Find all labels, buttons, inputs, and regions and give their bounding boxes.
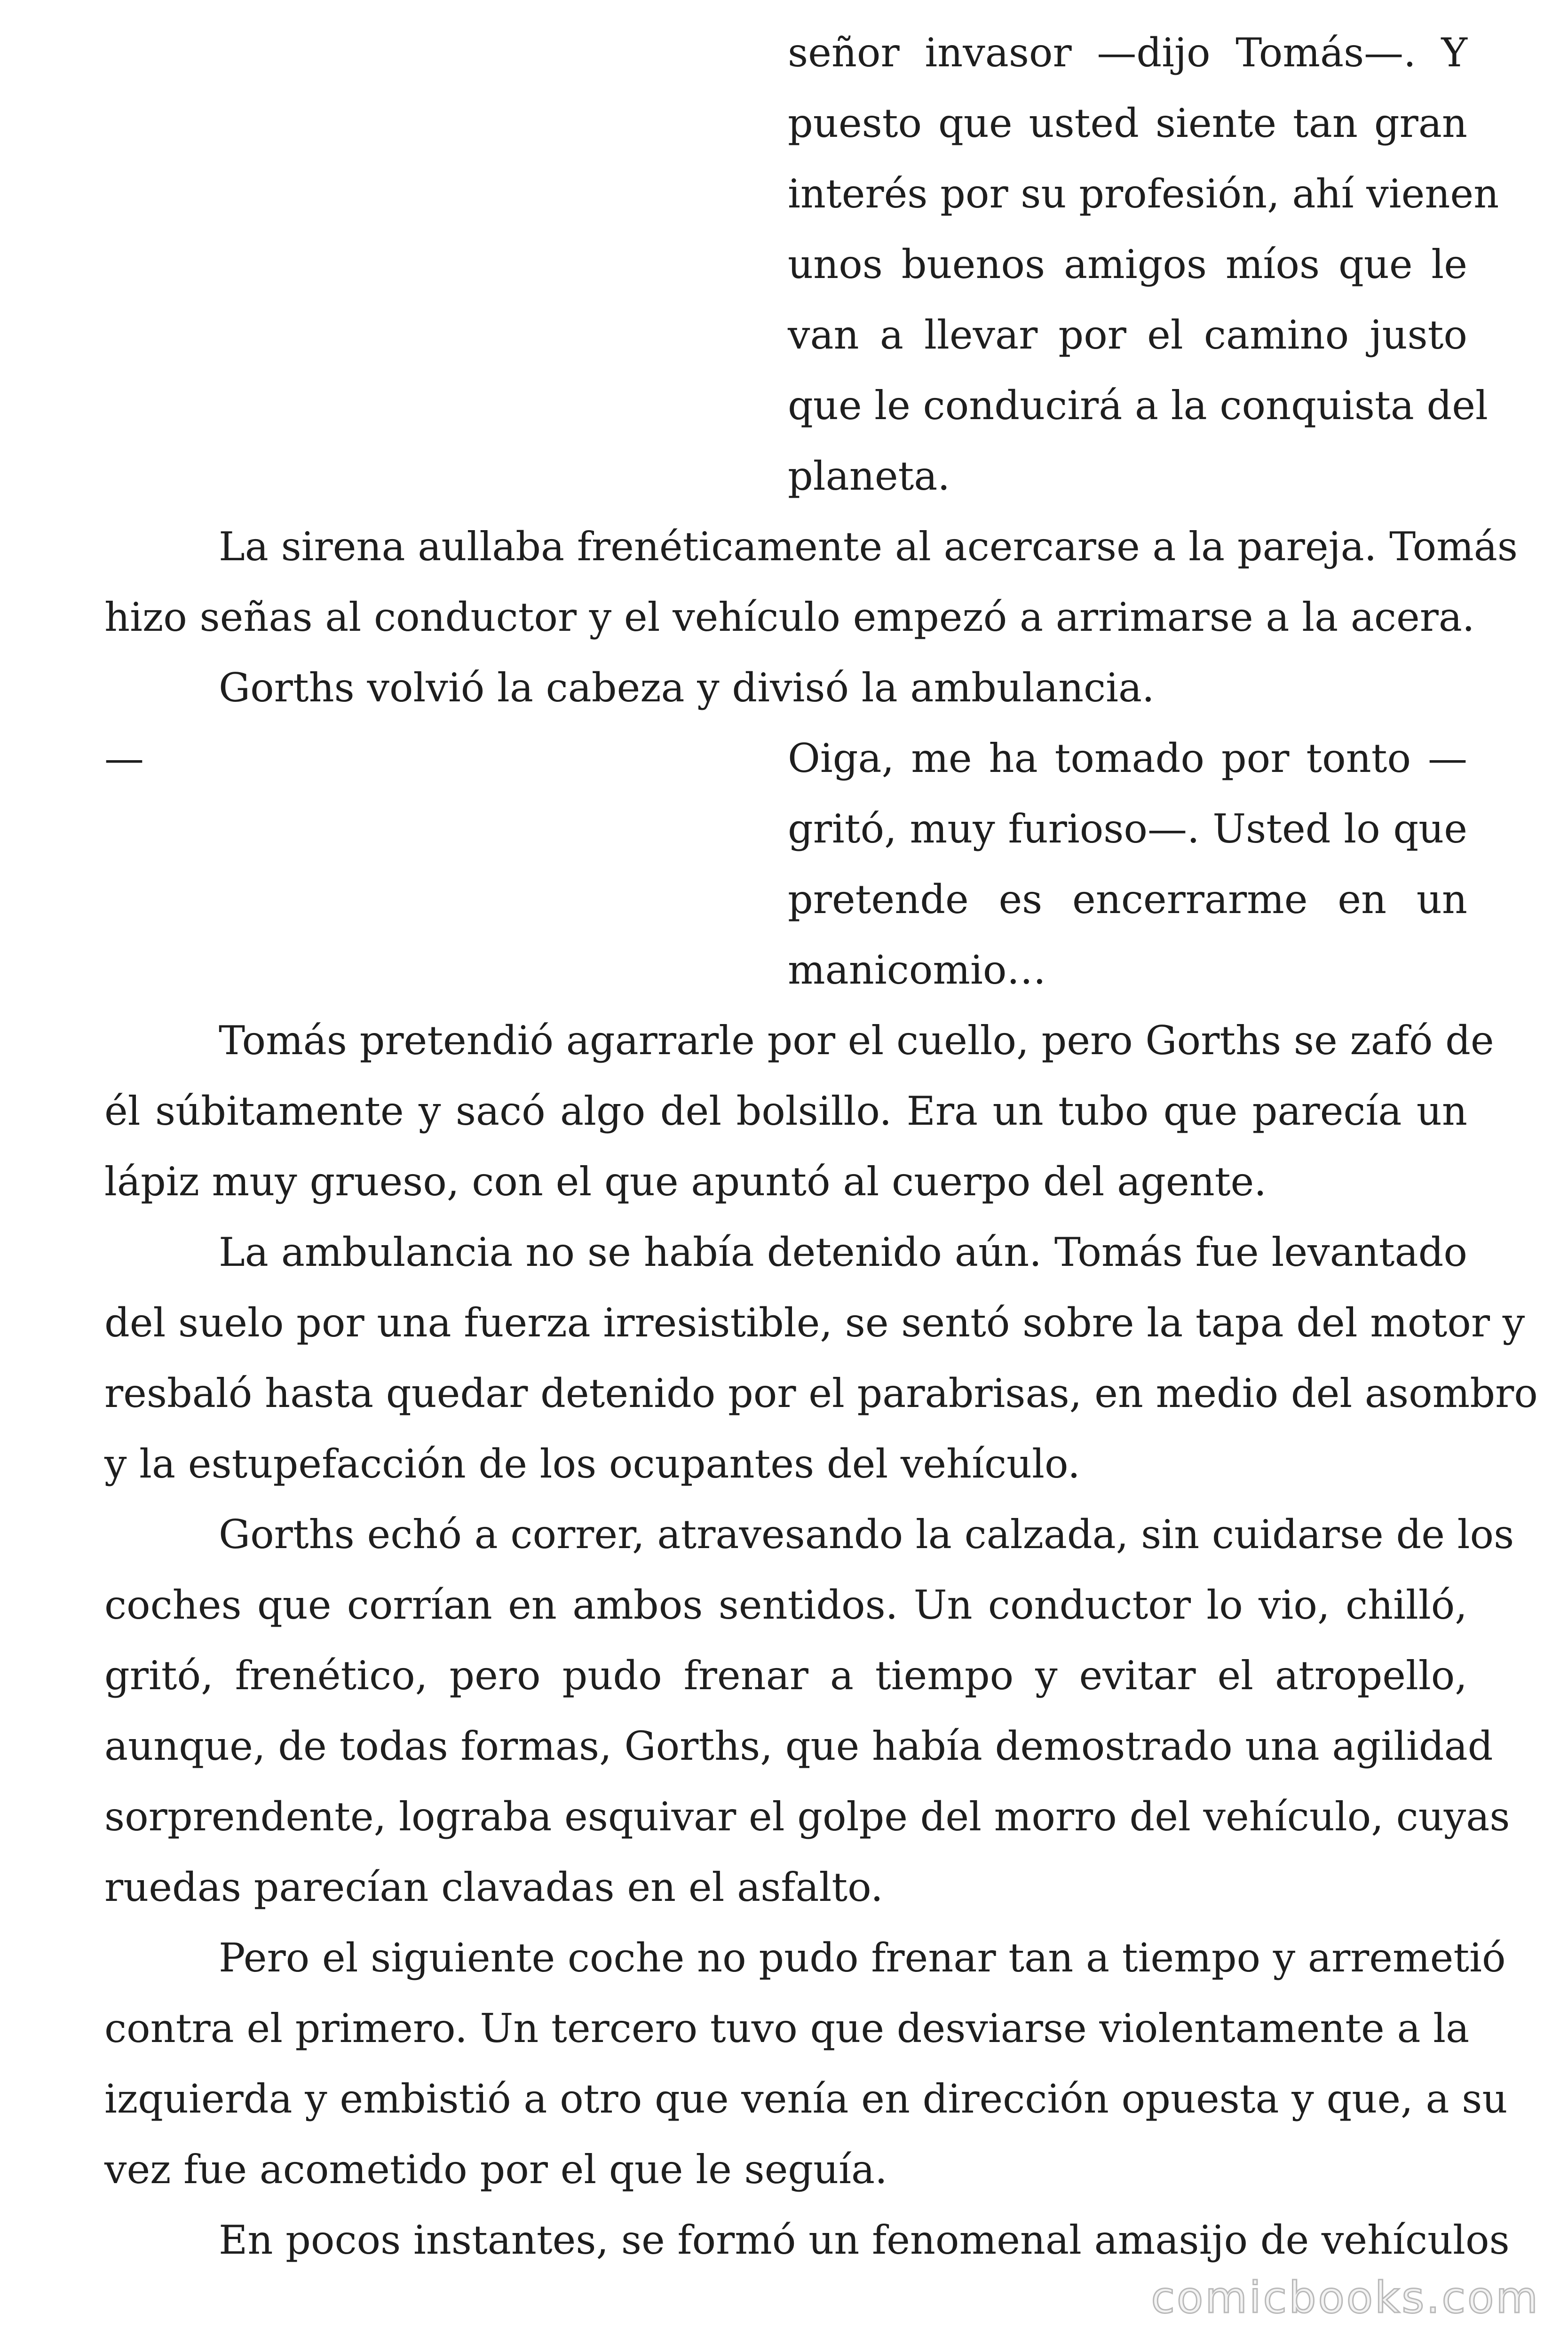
text-line: y la estupefacción de los ocupantes del vehículo.	[104, 1441, 1080, 1487]
text-line: gritó, frenético, pero pudo frenar a tiempo y evitar el atropello,	[104, 1653, 1467, 1699]
dialogue-dash: —	[104, 735, 144, 781]
text-line: La ambulancia no se había detenido aún. Tomás fue levantado	[219, 1229, 1467, 1275]
text-line: La sirena aullaba frenéticamente al acercarse a la pareja. Tomás	[219, 524, 1518, 570]
text-line: contra el primero. Un tercero tuvo que desviarse violentamente a la	[104, 2005, 1470, 2051]
text-line: del suelo por una fuerza irresistible, se sentó sobre la tapa del motor y	[104, 1300, 1525, 1346]
text-line: Oiga, me ha tomado por tonto —	[788, 735, 1467, 781]
text-line: puesto que usted siente tan gran	[788, 100, 1467, 146]
watermark: comicbooks.com	[1151, 2273, 1540, 2323]
text-line: sorprendente, lograba esquivar el golpe del morro del vehículo, cuyas	[104, 1794, 1510, 1840]
text-line: gritó, muy furioso—. Usted lo que	[788, 806, 1467, 852]
text-line: señor invasor —dijo Tomás—. Y	[788, 30, 1467, 76]
text-line: En pocos instantes, se formó un fenomenal amasijo de vehículos	[219, 2217, 1510, 2263]
text-line: él súbitamente y sacó algo del bolsillo. Era un tubo que parecía un	[104, 1088, 1467, 1134]
text-line: hizo señas al conductor y el vehículo empezó a arrimarse a la acera.	[104, 594, 1475, 640]
text-line: izquierda y embistió a otro que venía en dirección opuesta y que, a su	[104, 2076, 1508, 2122]
text-line: unos buenos amigos míos que le	[788, 241, 1467, 287]
text-line: pretende es encerrarme en un	[788, 876, 1467, 922]
text-line: van a llevar por el camino justo	[788, 312, 1467, 358]
text-line: que le conducirá a la conquista del	[788, 382, 1488, 429]
text-line: aunque, de todas formas, Gorths, que había demostrado una agilidad	[104, 1723, 1493, 1769]
text-line: Tomás pretendió agarrarle por el cuello, pero Gorths se zafó de	[219, 1017, 1494, 1064]
text-line: planeta.	[788, 453, 950, 499]
text-line: manicomio…	[788, 947, 1046, 993]
text-line: resbaló hasta quedar detenido por el parabrisas, en medio del asombro	[104, 1370, 1538, 1416]
text-line: ruedas parecían clavadas en el asfalto.	[104, 1864, 883, 1910]
text-line: interés por su profesión, ahí vienen	[788, 171, 1499, 217]
text-line: Gorths echó a correr, atravesando la calzada, sin cuidarse de los	[219, 1511, 1514, 1557]
text-line: Pero el siguiente coche no pudo frenar tan a tiempo y arremetió	[219, 1935, 1506, 1981]
text-line: coches que corrían en ambos sentidos. Un conductor lo vio, chilló,	[104, 1582, 1467, 1628]
text-line: Gorths volvió la cabeza y divisó la ambulancia.	[219, 665, 1155, 711]
text-line: lápiz muy grueso, con el que apuntó al cuerpo del agente.	[104, 1159, 1267, 1205]
text-line: vez fue acometido por el que le seguía.	[104, 2146, 887, 2193]
